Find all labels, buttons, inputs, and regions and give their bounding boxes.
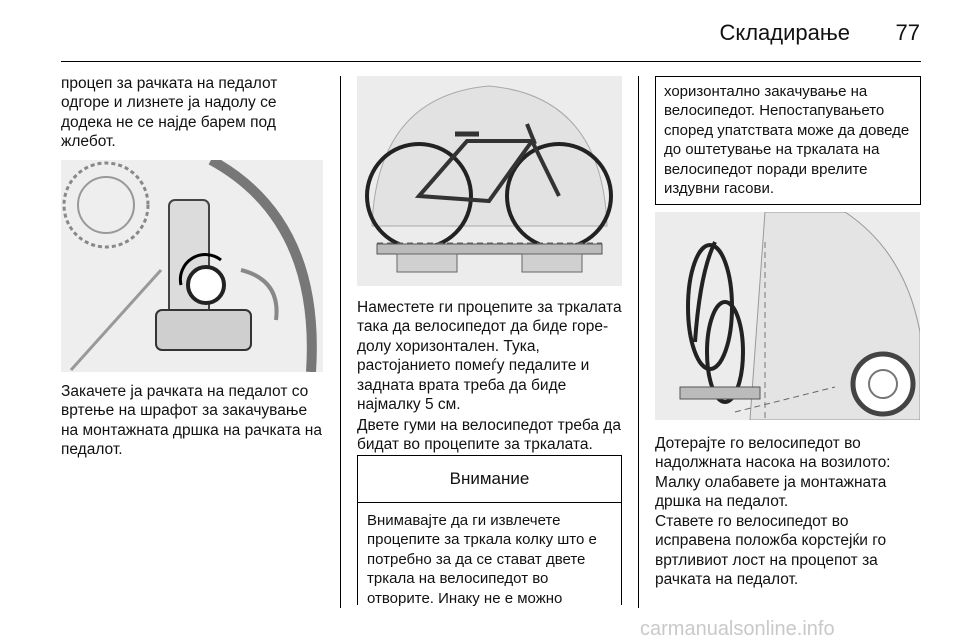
col3-para-1: Дотерајте го велосипедот во надолжната насока на возилото: Малку олабавете ја монтажната дршка на педалот. (655, 435, 891, 511)
column-divider-1 (340, 76, 341, 608)
col1-intro-text: процеп за рачката на педалот одгоре и лизнете ја надолу се додека не се најде барем под жлебот. (61, 75, 278, 151)
bike-on-carrier-illustration (357, 76, 622, 286)
warning-text: Внимавајте да ги извлечете процепите за тркала колку што е потребно за да се стават двете тркала на велосипедот во отворите. Инаку не е можно (367, 512, 597, 607)
col1-after-image-text: Закачете ја рачката на педалот со вртење на шрафот за закачување на монтажната дршка на рачката на педалот. (61, 383, 322, 459)
pedal-clamp-illustration (61, 160, 323, 372)
warning-title: Внимание (358, 456, 621, 503)
car-with-bike-illustration (655, 212, 920, 420)
column-divider-2 (638, 76, 639, 608)
col2-para-1: Наместете ги процепите за тркалата така да велосипедот да биде горе-долу хоризонтален. Тука, растојанието помеѓу педалите и задната врата треба да биде најмалку 5 см. (357, 299, 622, 414)
page-number: 77 (895, 20, 920, 45)
header-rule (61, 61, 921, 62)
watermark: carmanualsonline.info (640, 618, 835, 640)
warning-box (357, 455, 622, 605)
col2-para-2: Двете гуми на велосипедот треба да бидат во процепите за тркалата. (357, 417, 621, 454)
header-title: Складирање (719, 20, 850, 45)
col3-para-2: Ставете го велосипедот во исправена положба корстејќи го вртливиот лост на процепот за рачката на педалот. (655, 513, 887, 589)
note-box: хоризонтално закачување на велосипедот. Непостапувањето според упатствата може да доведе до оштетување на тркалата на велосипедот поради врелите издувни гасови. (655, 76, 921, 205)
